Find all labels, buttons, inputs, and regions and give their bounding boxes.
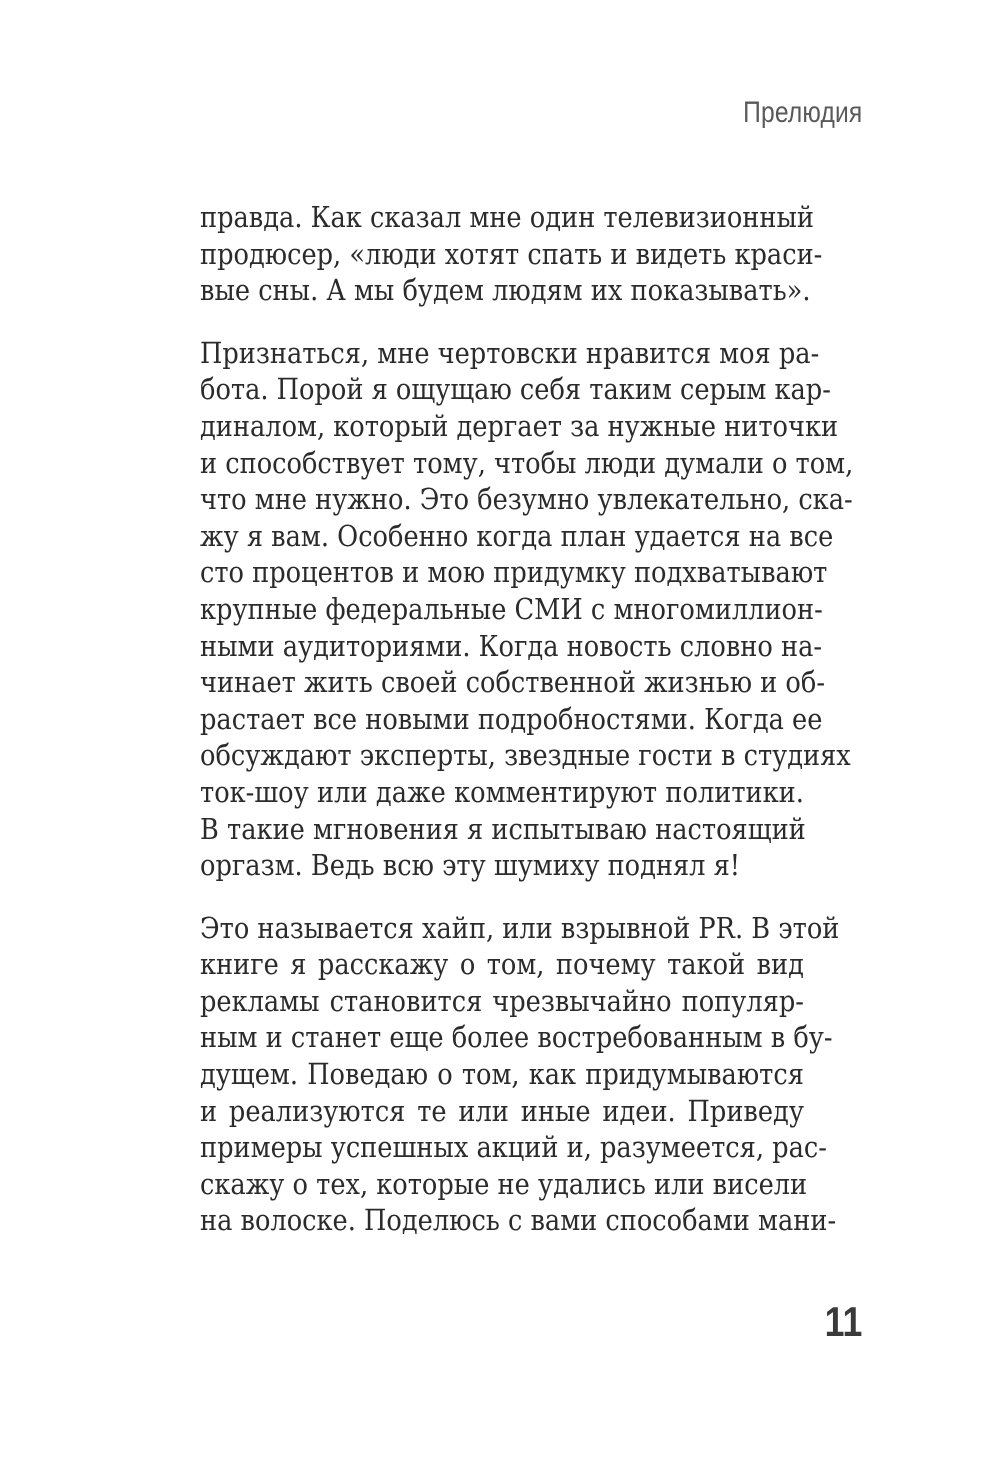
text-line: и реализуются те или иные идеи. Приведу [200, 1094, 804, 1128]
text-line: обсуждают эксперты, звездные гости в студиях [200, 739, 851, 773]
text-line: оргазм. Ведь всю эту шумиху поднял я! [200, 849, 741, 883]
text-line: дущем. Поведаю о том, как придумываются [200, 1058, 804, 1092]
text-line: бота. Порой я ощущаю себя таким серым кар- [200, 373, 831, 407]
text-line: жу я вам. Особенно когда план удается на все [200, 519, 834, 553]
text-line: Это называется хайп, или взрывной PR. В этой [200, 911, 840, 945]
text-line: скажу о тех, которые не удались или висели [200, 1167, 808, 1201]
text-line: В такие мгновения я испытываю настоящий [200, 812, 806, 846]
text-line: продюсер, «люди хотят спать и видеть краси- [200, 237, 823, 271]
paragraph-2 [200, 336, 854, 885]
text-line: диналом, который дергает за нужные ниточки [200, 409, 839, 443]
text-line: ток-шоу или даже комментируют политики. [200, 775, 804, 809]
text-line: и способствует тому, чтобы люди думали о том, [200, 446, 854, 480]
text-line: ными аудиториями. Когда новость словно на- [200, 629, 823, 663]
text-line: ным и станет еще более востребованным в бу- [200, 1021, 833, 1055]
text-line: чинает жить своей собственной жизнью и об- [200, 666, 825, 700]
text-line: сто процентов и мою придумку подхватывают [200, 556, 828, 590]
text-line: правда. Как сказал мне один телевизионный [200, 201, 814, 234]
text-line: растает все новыми подробностями. Когда ее [200, 702, 823, 736]
text-line: примеры успешных акций и, разумеется, рас- [200, 1131, 827, 1165]
text-line: рекламы становится чрезвычайно популяр- [200, 984, 804, 1018]
paragraph-1 [200, 200, 823, 310]
text-line: на волоске. Поделюсь с вами способами мани- [200, 1204, 837, 1238]
paragraph-3 [200, 911, 840, 1240]
page-number: 11 [824, 1298, 862, 1345]
text-line: книге я расскажу о том, почему такой вид [200, 948, 804, 982]
text-line: крупные федеральные СМИ с многомиллион- [200, 592, 823, 626]
text-line: что мне нужно. Это безумно увлекательно, ска- [200, 483, 853, 517]
body-text [200, 200, 854, 1240]
running-head: Прелюдия [742, 96, 862, 129]
text-line: Признаться, мне чертовски нравится моя ра- [200, 336, 820, 370]
text-line: вые сны. А мы будем людям их показывать». [200, 274, 811, 308]
